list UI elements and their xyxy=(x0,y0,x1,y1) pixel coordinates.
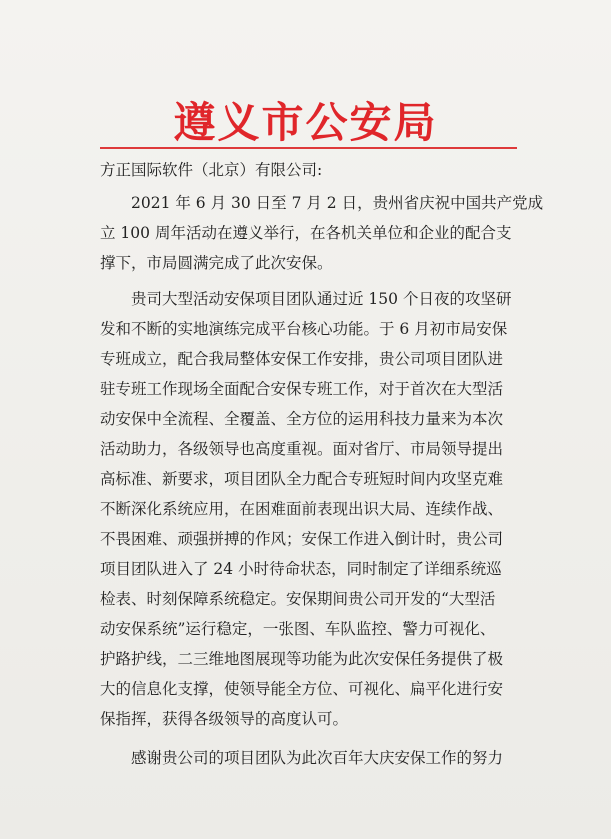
paragraph-2-line-6: 活动助力，各级领导也高度重视。面对省厅、市局领导提出 xyxy=(100,440,504,458)
paragraph-1-line-3: 撑下，市局圆满完成了此次安保。 xyxy=(100,254,333,272)
paragraph-3-line-1: 感谢贵公司的项目团队为此次百年大庆安保工作的努力 xyxy=(131,749,504,767)
paragraph-2-line-3: 专班成立，配合我局整体安保工作安排，贵公司项目团队进 xyxy=(100,350,504,368)
letterhead-divider xyxy=(100,147,517,149)
paragraph-1-line-1: 2021 年 6 月 30 日至 7 月 2 日，贵州省庆祝中国共产党成 xyxy=(131,194,544,212)
paragraph-2-line-5: 动安保中全流程、全覆盖、全方位的运用科技力量来为本次 xyxy=(100,410,504,428)
letterhead-title: 遵义市公安局 xyxy=(173,98,438,147)
paragraph-1-line-2: 立 100 周年活动在遵义举行，在各机关单位和企业的配合支 xyxy=(100,224,512,242)
paragraph-2-line-10: 项目团队进入了 24 小时待命状态，同时制定了详细系统巡 xyxy=(100,560,502,578)
paragraph-2-line-14: 大的信息化支撑，使领导能全方位、可视化、扁平化进行安 xyxy=(100,680,504,698)
paragraph-2-line-8: 不断深化系统应用，在困难面前表现出识大局、连续作战、 xyxy=(100,500,504,518)
paragraph-2-line-12: 动安保系统”运行稳定，一张图、车队监控、警力可视化、 xyxy=(100,620,496,638)
paragraph-2-line-7: 高标准、新要求，项目团队全力配合专班短时间内攻坚克难 xyxy=(100,470,504,488)
paragraph-2-line-1: 贵司大型活动安保项目团队通过近 150 个日夜的攻坚研 xyxy=(131,290,512,308)
paragraph-2-line-11: 检表、时刻保障系统稳定。安保期间贵公司开发的“大型活 xyxy=(100,590,496,608)
paragraph-2-line-13: 护路护线，二三维地图展现等功能为此次安保任务提供了极 xyxy=(100,650,504,668)
paragraph-2-line-15: 保指挥，获得各级领导的高度认可。 xyxy=(100,710,349,728)
salutation: 方正国际软件（北京）有限公司: xyxy=(100,161,323,179)
paragraph-2-line-9: 不畏困难、顽强拼搏的作风；安保工作进入倒计时，贵公司 xyxy=(100,530,504,548)
paragraph-2-line-2: 发和不断的实地演练完成平台核心功能。于 6 月初市局安保 xyxy=(100,320,508,338)
paragraph-2-line-4: 驻专班工作现场全面配合安保专班工作，对于首次在大型活 xyxy=(100,380,504,398)
